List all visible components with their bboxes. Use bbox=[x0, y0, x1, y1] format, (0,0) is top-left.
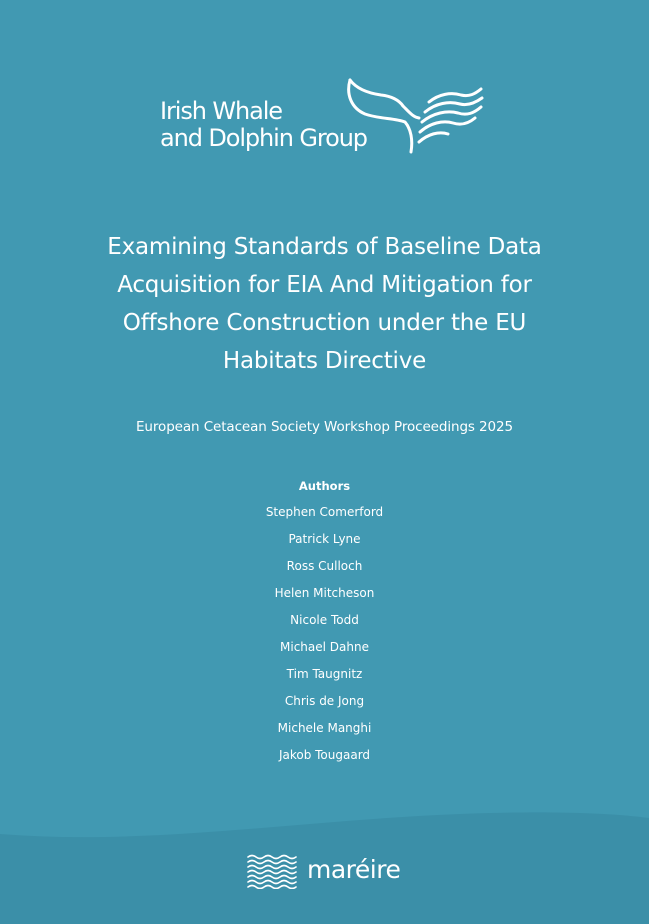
title-line-1: Examining Standards of Baseline Data bbox=[107, 234, 542, 260]
author-list bbox=[200, 499, 449, 769]
title-line-3: Offshore Construction under the EU bbox=[122, 310, 527, 336]
author-name: Chris de Jong bbox=[284, 694, 365, 708]
author-name: Stephen Comerford bbox=[265, 505, 384, 519]
mareire-logo bbox=[246, 852, 416, 892]
author-name: Ross Culloch bbox=[286, 559, 363, 573]
authors-heading: Authors bbox=[298, 479, 351, 493]
iwdg-logo-line-1: Irish Whale bbox=[160, 97, 282, 125]
document-subtitle: European Cetacean Society Workshop Proceedings 2025 bbox=[136, 419, 513, 435]
author-name: Patrick Lyne bbox=[288, 532, 361, 546]
author-name: Tim Taugnitz bbox=[286, 667, 363, 681]
iwdg-logo bbox=[160, 76, 490, 160]
author-name: Nicole Todd bbox=[290, 613, 359, 627]
author-name: Michele Manghi bbox=[277, 721, 372, 735]
title-line-4: Habitats Directive bbox=[222, 348, 427, 374]
author-name: Michael Dahne bbox=[280, 640, 369, 654]
iwdg-logo-text bbox=[160, 98, 367, 152]
mareire-logo-text: maréire bbox=[307, 855, 401, 884]
document-title bbox=[40, 228, 609, 380]
waves-icon bbox=[246, 853, 298, 889]
iwdg-logo-line-2: and Dolphin Group bbox=[160, 124, 367, 152]
title-line-2: Acquisition for EIA And Mitigation for bbox=[117, 272, 532, 298]
author-name: Jakob Tougaard bbox=[278, 748, 371, 762]
author-name: Helen Mitcheson bbox=[274, 586, 375, 600]
authors-section bbox=[200, 476, 449, 769]
whale-tail-icon bbox=[343, 76, 488, 158]
